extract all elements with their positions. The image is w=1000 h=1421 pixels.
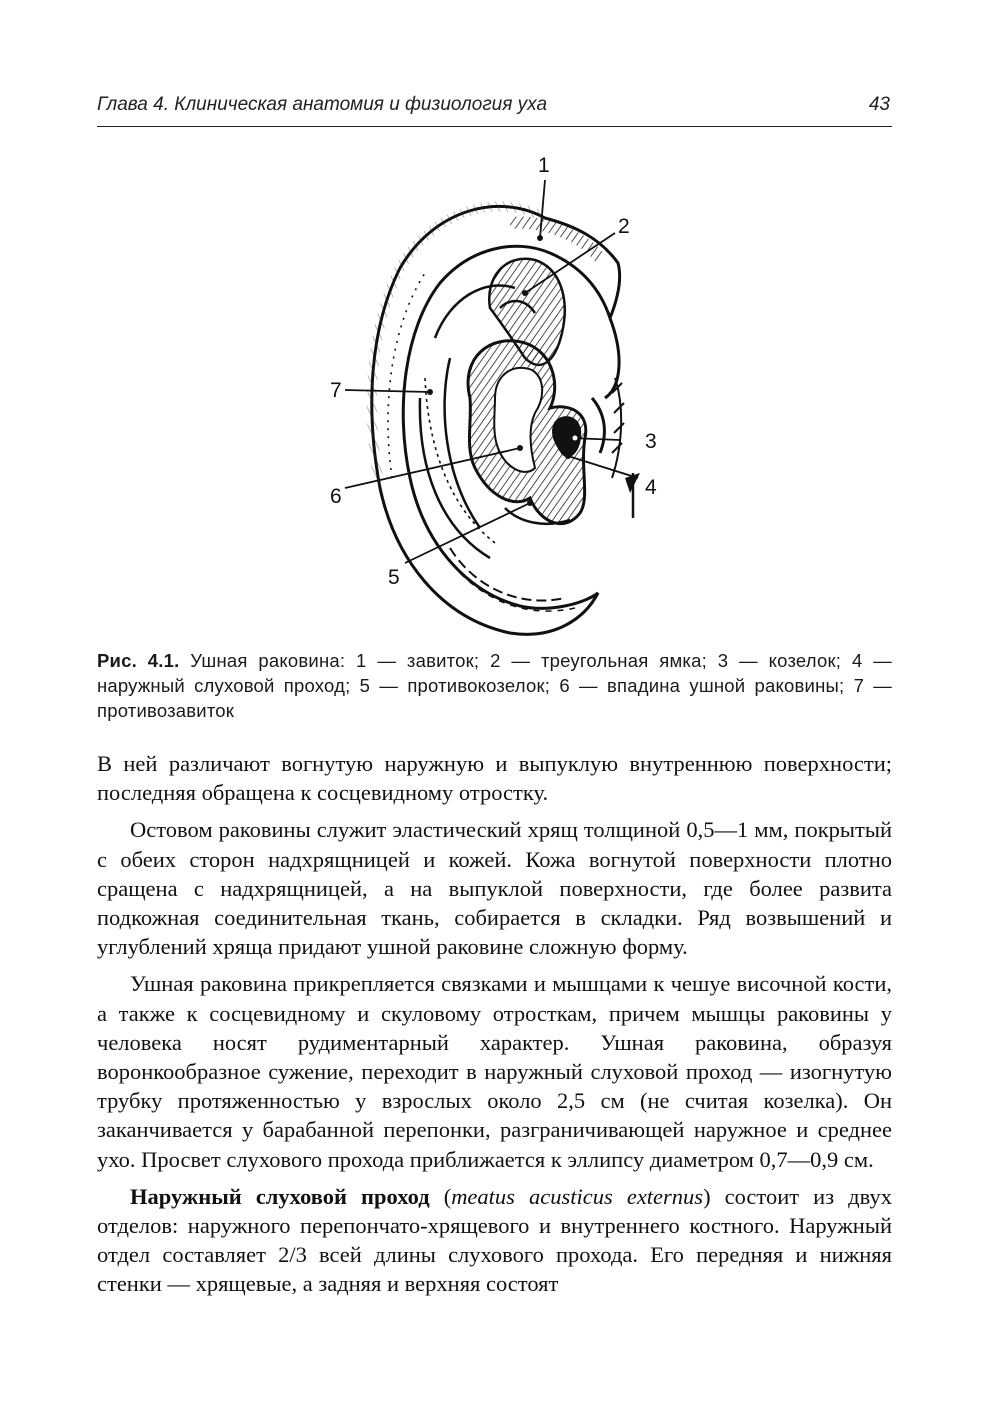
ear-illustration bbox=[300, 148, 700, 638]
tragus bbox=[592, 398, 604, 453]
page-number: 43 bbox=[868, 94, 890, 115]
paren-open: ( bbox=[429, 1183, 452, 1209]
running-header bbox=[97, 92, 892, 127]
callout-6: 6 bbox=[330, 485, 342, 508]
figure-label: Рис. 4.1. bbox=[97, 650, 180, 671]
caption-text: Ушная раковина: 1 — завиток; 2 — треугольная ямка; 3 — козелок; 4 — наружный слуховой проход; 5 — противокозелок; 6 — впадина ушной раковины; 7 — противозавиток bbox=[97, 650, 892, 721]
callout-4: 4 bbox=[645, 476, 657, 499]
callout-7: 7 bbox=[330, 379, 342, 402]
paragraph-3: Ушная раковина прикрепляется связками и мышцами к чешуе височной кости, а также к сосцевидному и скуловому отросткам, причем мышцы раковины у человека носят рудиментарный характер. Ушная раковина, образуя воронкообразное сужение, переходит в наружный слуховой проход — изогнутую трубку протяженностью у взрослых около 2,5 см (не считая козелка). Он заканчивается у барабанной перепонки, разграничивающей наружное и среднее ухо. Просвет слухового прохода приближается к эллипсу диаметром 0,7—0,9 см. bbox=[97, 971, 892, 1172]
term-external-canal: Наружный слуховой проход bbox=[130, 1183, 430, 1209]
callout-3: 3 bbox=[645, 430, 657, 453]
leader-7 bbox=[345, 390, 430, 392]
ear-figure bbox=[300, 148, 700, 638]
paragraph-4 bbox=[97, 1182, 892, 1299]
callout-1: 1 bbox=[538, 154, 550, 177]
latin-term: meatus acusticus externus bbox=[451, 1183, 704, 1209]
paragraph-4-rest: ) состоит из двух отделов: наружного перепончато-хрящевого и внутреннего костного. Наружный отдел составляет 2/3 всей длины слухового прохода. Его передняя и нижняя стенки — хрящевые, а задняя и верхняя состоят bbox=[97, 1183, 892, 1297]
chapter-title: Глава 4. Клиническая анатомия и физиология уха bbox=[97, 94, 548, 115]
callout-5: 5 bbox=[388, 566, 400, 589]
figure-caption bbox=[97, 648, 892, 723]
body-text bbox=[97, 749, 892, 1299]
paragraph-1: В ней различают вогнутую наружную и выпуклую внутреннюю поверхности; последняя обращена к сосцевидному отростку. bbox=[97, 751, 892, 806]
callout-2: 2 bbox=[618, 215, 630, 238]
paragraph-2: Остовом раковины служит эластический хрящ толщиной 0,5—1 мм, покрытый с обеих сторон надхрящницей и кожей. Кожа вогнутой поверхности плотно сращена с надхрящницей, а на выпуклой поверхности, где более развита подкожная соединительная ткань, собирается в складки. Ряд возвышений и углублений хряща придают ушной раковине сложную форму. bbox=[97, 817, 892, 960]
